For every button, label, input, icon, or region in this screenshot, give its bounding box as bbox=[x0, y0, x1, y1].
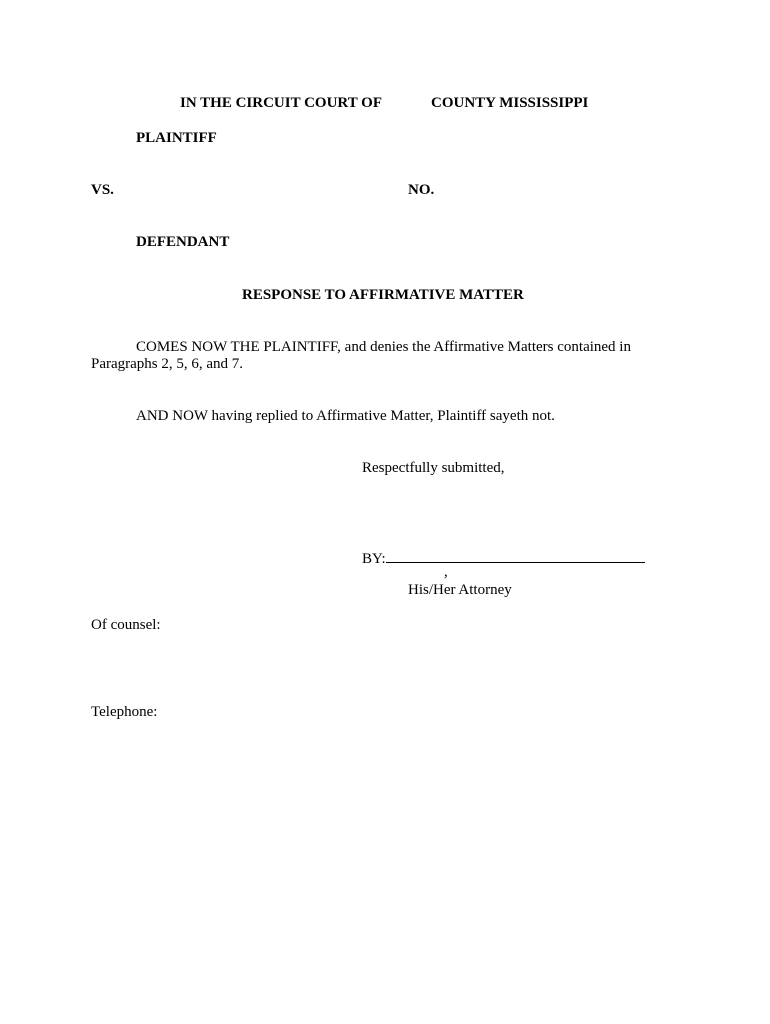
vs-label: VS. bbox=[91, 182, 114, 198]
paragraph-1-line-2: Paragraphs 2, 5, 6, and 7. bbox=[91, 356, 244, 372]
signature-blank bbox=[386, 547, 645, 563]
telephone-label: Telephone: bbox=[91, 704, 158, 720]
case-number-label: NO. bbox=[408, 182, 435, 198]
of-counsel-label: Of counsel: bbox=[91, 617, 161, 633]
paragraph-2: AND NOW having replied to Affirmative Matter, Plaintiff sayeth not. bbox=[136, 408, 555, 424]
signature-line bbox=[362, 547, 645, 568]
court-heading-prefix: IN THE CIRCUIT COURT OF bbox=[180, 95, 383, 111]
plaintiff-label: PLAINTIFF bbox=[136, 130, 217, 146]
closing-text: Respectfully submitted, bbox=[362, 460, 505, 476]
by-label: BY: bbox=[362, 551, 386, 567]
attorney-name-comma: , bbox=[444, 564, 448, 580]
document-title: RESPONSE TO AFFIRMATIVE MATTER bbox=[242, 287, 524, 303]
defendant-label: DEFENDANT bbox=[136, 234, 230, 250]
attorney-label: His/Her Attorney bbox=[408, 582, 512, 598]
paragraph-1-line-1: COMES NOW THE PLAINTIFF, and denies the Affirmative Matters contained in bbox=[136, 339, 631, 355]
court-heading-suffix: COUNTY MISSISSIPPI bbox=[431, 95, 589, 111]
